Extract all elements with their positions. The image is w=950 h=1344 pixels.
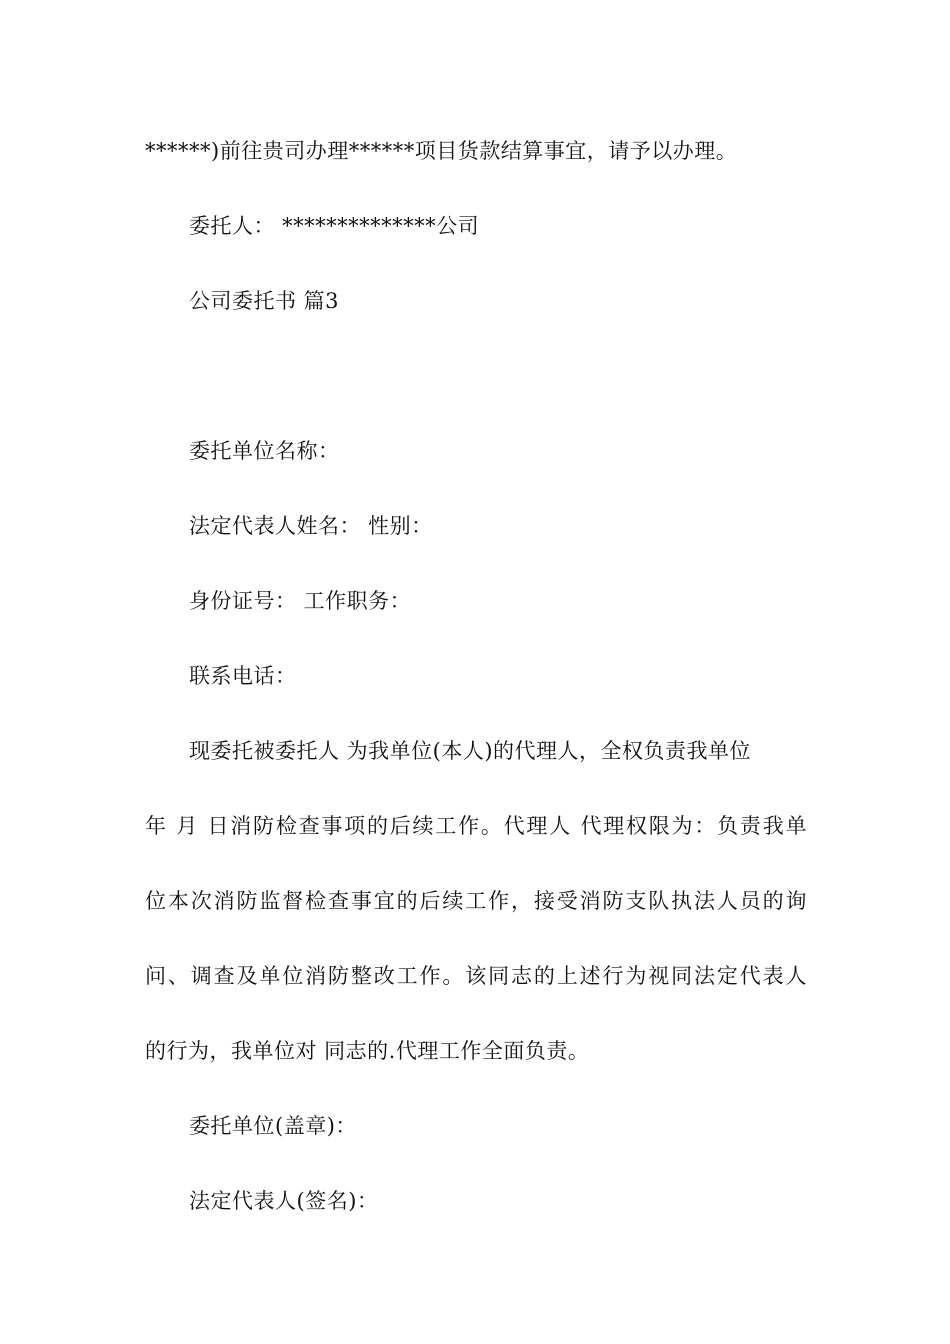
- field-legal-representative: 法定代表人姓名： 性别：: [189, 514, 433, 538]
- body-paragraph-line-1: 现委托被委托人 为我单位(本人)的代理人，全权负责我单位: [189, 739, 752, 763]
- body-paragraph-line-5: 的行为，我单位对 同志的.代理工作全面负责。: [145, 1039, 590, 1063]
- paragraph-line-continuation: ******)前往贵司办理******项目货款结算事宜，请予以办理。: [145, 139, 738, 163]
- body-paragraph-line-4: 问、调查及单位消防整改工作。该同志的上述行为视同法定代表人: [145, 964, 807, 988]
- section-heading: 公司委托书 篇3: [189, 289, 340, 313]
- field-id-number: 身份证号： 工作职务：: [189, 589, 412, 613]
- body-paragraph-line-2: 年 月 日消防检查事项的后续工作。代理人 代理权限为：负责我单: [145, 814, 807, 838]
- client-line: 委托人： **************公司: [189, 214, 480, 238]
- field-representative-signature: 法定代表人(签名)：: [189, 1189, 379, 1213]
- body-paragraph-line-3: 位本次消防监督检查事宜的后续工作，接受消防支队执法人员的询: [145, 889, 807, 913]
- field-unit-seal: 委托单位(盖章)：: [189, 1114, 357, 1138]
- field-phone: 联系电话：: [189, 664, 297, 688]
- field-entrusting-unit-name: 委托单位名称：: [189, 439, 340, 463]
